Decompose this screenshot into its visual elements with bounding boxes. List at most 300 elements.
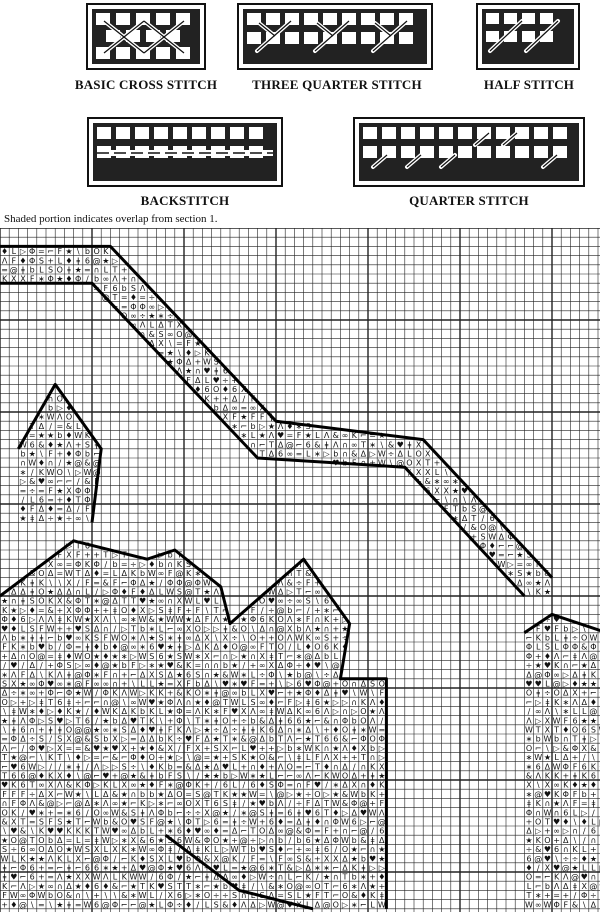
chart-symbol: T — [2, 753, 8, 763]
chart-symbol: ∩ — [277, 872, 284, 882]
chart-symbol: + — [378, 881, 386, 891]
chart-symbol: K — [149, 688, 155, 698]
chart-symbol: ⌐ — [332, 881, 340, 891]
chart-symbol: & — [47, 605, 54, 615]
chart-symbol: Δ — [342, 863, 348, 873]
chart-symbol: ♥ — [304, 808, 312, 818]
chart-symbol: & — [286, 578, 293, 588]
chart-symbol: b — [149, 789, 155, 799]
chart-symbol: K — [38, 826, 45, 836]
chart-symbol: S — [305, 421, 311, 431]
chart-symbol: Δ — [498, 532, 505, 542]
chart-symbol: Φ — [130, 578, 137, 588]
chart-symbol: b — [278, 835, 284, 845]
chart-symbol: Δ — [287, 707, 293, 717]
chart-symbol: ★ — [525, 835, 533, 845]
chart-symbol: ǂ — [251, 725, 255, 735]
chart-symbol: + — [93, 891, 100, 901]
chart-symbol: ÷ — [268, 605, 275, 615]
chart-symbol: K — [333, 642, 339, 652]
chart-symbol: ♦ — [56, 707, 64, 717]
chart-symbol: ★ — [323, 872, 331, 882]
chart-symbol: Λ — [563, 799, 569, 809]
chart-symbol: F — [20, 789, 26, 799]
chart-symbol: Λ — [323, 431, 330, 441]
chart-symbol: Φ — [111, 587, 119, 597]
chart-symbol: ▷ — [571, 624, 579, 634]
chart-symbol: O — [286, 762, 293, 772]
chart-symbol: L — [11, 854, 17, 864]
chart-symbol: ♥ — [461, 486, 469, 496]
chart-symbol: + — [222, 753, 229, 763]
chart-symbol: ★ — [166, 357, 174, 367]
chart-symbol: ∗ — [277, 881, 284, 891]
chart-symbol: \ — [187, 771, 190, 781]
chart-symbol: O — [10, 835, 17, 845]
chart-symbol: S — [480, 532, 486, 542]
chart-symbol: = — [93, 578, 100, 588]
chart-symbol: ∕ — [242, 394, 246, 404]
chart-symbol: O — [93, 808, 100, 818]
chart-symbol: 6 — [581, 762, 587, 772]
chart-symbol: \ — [40, 753, 43, 763]
chart-symbol: F — [85, 679, 90, 689]
chart-symbol: b — [360, 789, 366, 799]
chart-symbol: ÷ — [176, 734, 183, 744]
chart-symbol: ★ — [231, 789, 239, 799]
chart-symbol: ∗ — [120, 651, 128, 661]
chart-symbol: Δ — [259, 624, 265, 634]
chart-symbol: ∗ — [231, 734, 238, 744]
chart-symbol: Λ — [149, 808, 155, 818]
chart-symbol: ÷ — [139, 311, 146, 321]
chart-symbol: ★ — [157, 661, 165, 671]
chart-symbol: \ — [132, 679, 135, 689]
chart-symbol: X — [360, 743, 367, 753]
chart-symbol: + — [47, 256, 54, 266]
chart-symbol: @ — [138, 900, 147, 910]
chart-symbol: @ — [175, 780, 184, 790]
chart-symbol: ǂ — [57, 651, 62, 661]
chart-symbol: ⌐ — [498, 541, 505, 551]
chart-symbol: ★ — [56, 900, 64, 910]
chart-symbol: Δ — [195, 642, 201, 652]
chart-symbol: Φ — [305, 688, 312, 698]
chart-symbol: Λ — [305, 771, 311, 781]
chart-symbol: ▷ — [323, 789, 330, 799]
chart-symbol: ∕ — [21, 808, 25, 818]
chart-symbol: X — [443, 486, 449, 496]
chart-symbol: & — [387, 440, 395, 450]
chart-symbol: W — [147, 569, 156, 579]
chart-symbol: \ — [49, 900, 52, 910]
chart-symbol: ∩ — [93, 265, 100, 275]
chart-symbol: Φ — [1, 615, 8, 625]
chart-symbol: ♦ — [65, 403, 73, 413]
chart-symbol: ∗ — [157, 311, 165, 321]
chart-symbol: W — [295, 633, 303, 643]
chart-symbol: W — [19, 707, 27, 717]
chart-symbol: Λ — [103, 799, 109, 809]
chart-symbol: ★ — [240, 789, 248, 799]
chart-symbol: O — [553, 688, 560, 698]
chart-symbol: ǂ — [67, 670, 71, 680]
chart-symbol: + — [350, 753, 358, 763]
chart-symbol: F — [29, 274, 35, 284]
chart-symbol: L — [75, 835, 81, 845]
chart-symbol: Φ — [84, 670, 91, 680]
chart-symbol: L — [250, 688, 256, 698]
chart-symbol: K — [84, 633, 91, 643]
chart-symbol: K — [1, 881, 8, 891]
chart-symbol: ★ — [313, 835, 321, 845]
chart-symbol: ▷ — [139, 661, 146, 671]
chart-symbol: = — [47, 495, 54, 505]
chart-symbol: 6 — [20, 771, 26, 781]
chart-symbol: ♦ — [350, 743, 358, 753]
chart-symbol: ∗ — [120, 835, 128, 845]
chart-symbol: S — [2, 679, 8, 689]
chart-symbol: ∕ — [592, 808, 595, 818]
chart-symbol: ★ — [304, 891, 312, 901]
chart-symbol: ∗ — [38, 274, 45, 284]
chart-symbol: T — [296, 569, 302, 579]
chart-symbol: X — [149, 670, 155, 680]
chart-symbol: T — [324, 808, 330, 818]
chart-symbol: ♦ — [304, 642, 312, 652]
chart-symbol: X — [112, 845, 118, 855]
chart-symbol: F — [186, 375, 191, 385]
chart-symbol: Λ — [103, 615, 109, 625]
chart-symbol: Δ — [323, 688, 330, 698]
chart-symbol: b — [48, 403, 54, 413]
chart-symbol: S — [84, 845, 90, 855]
chart-symbol: O — [213, 835, 220, 845]
chart-symbol: ▷ — [553, 743, 560, 753]
chart-symbol: \ — [178, 348, 181, 358]
chart-symbol: ♥ — [157, 642, 165, 652]
chart-symbol: \ — [463, 495, 466, 505]
chart-symbol: & — [341, 789, 349, 799]
chart-symbol: ǂ — [563, 633, 568, 643]
chart-symbol: ♥ — [277, 431, 285, 441]
chart-symbol: ★ — [378, 854, 386, 864]
chart-symbol: ∩ — [213, 661, 220, 671]
chart-symbol: + — [47, 808, 54, 818]
chart-symbol: \ — [371, 688, 374, 698]
chart-symbol: ÷ — [249, 835, 257, 845]
chart-symbol: ÷ — [525, 845, 533, 855]
chart-symbol: ∩ — [139, 329, 146, 339]
chart-symbol: 6 — [158, 872, 164, 882]
chart-symbol: @ — [285, 826, 294, 836]
chart-symbol: O — [38, 596, 45, 606]
chart-symbol: + — [341, 753, 349, 763]
chart-symbol: X — [195, 743, 201, 753]
chart-symbol: S — [232, 891, 238, 901]
chart-symbol: Δ — [167, 670, 173, 680]
chart-symbol: S — [94, 633, 100, 643]
chart-symbol: b — [167, 808, 173, 818]
chart-symbol: & — [535, 845, 542, 855]
chart-symbol: O — [277, 642, 284, 652]
chart-symbol: ♦ — [93, 661, 101, 671]
chart-symbol: ♥ — [10, 826, 18, 836]
chart-symbol: ★ — [65, 458, 73, 468]
chart-symbol: ★ — [589, 679, 597, 689]
chart-symbol: & — [562, 743, 569, 753]
chart-symbol: T — [195, 817, 201, 827]
chart-symbol: ∗ — [203, 716, 211, 726]
chart-symbol: Δ — [314, 799, 321, 809]
chart-symbol: ∞ — [148, 302, 156, 312]
chart-symbol: \ — [242, 633, 246, 643]
chart-symbol: ∞ — [231, 872, 238, 882]
chart-symbol: ▷ — [75, 661, 82, 671]
chart-symbol: T — [452, 504, 458, 514]
chart-symbol: X — [415, 458, 422, 468]
chart-symbol: X — [66, 734, 72, 744]
chart-symbol: ★ — [166, 651, 174, 661]
chart-symbol: L — [407, 449, 412, 459]
chart-symbol: ♦ — [378, 697, 386, 707]
chart-symbol: ǂ — [2, 872, 7, 882]
chart-symbol: b — [360, 854, 366, 864]
chart-symbol: @ — [184, 578, 193, 588]
chart-symbol: ⌐ — [120, 900, 128, 910]
chart-symbol: ÷ — [286, 596, 294, 606]
chart-symbol: ♦ — [28, 605, 36, 615]
chart-symbol: Φ — [507, 532, 514, 542]
chart-symbol: = — [203, 753, 211, 763]
chart-symbol: F — [305, 780, 311, 790]
chart-symbol: @ — [193, 753, 202, 763]
chart-symbol: ǂ — [177, 633, 182, 643]
chart-symbol: ★ — [323, 697, 331, 707]
chart-symbol: Φ — [562, 642, 569, 652]
chart-symbol: K — [590, 670, 597, 680]
chart-symbol: F — [554, 624, 559, 634]
chart-symbol: T — [140, 881, 146, 891]
chart-symbol: Δ — [185, 845, 192, 855]
chart-symbol: T — [222, 697, 228, 707]
chart-symbol: = — [498, 550, 505, 560]
chart-symbol: ♦ — [65, 771, 73, 781]
chart-symbol: W — [101, 707, 110, 717]
chart-symbol: Δ — [250, 900, 256, 910]
chart-symbol: ♦ — [580, 854, 588, 864]
chart-symbol: = — [258, 854, 266, 864]
chart-symbol: Δ — [38, 504, 45, 514]
chart-symbol: ∕ — [536, 863, 540, 873]
chart-symbol: O — [194, 624, 201, 634]
chart-symbol: & — [525, 771, 533, 781]
chart-symbol: Φ — [562, 762, 569, 772]
chart-symbol: ∩ — [75, 587, 82, 597]
chart-symbol: + — [102, 605, 110, 615]
chart-symbol: ★ — [37, 431, 45, 441]
chart-symbol: ♦ — [10, 900, 18, 910]
chart-symbol: ∕ — [573, 891, 577, 901]
chart-symbol: \ — [30, 826, 34, 836]
chart-symbol: ∞ — [258, 707, 266, 717]
chart-symbol: b — [333, 449, 339, 459]
chart-symbol: ∕ — [76, 477, 80, 487]
chart-symbol: = — [120, 302, 128, 312]
chart-symbol: ∩ — [332, 716, 339, 726]
chart-symbol: Φ — [139, 302, 146, 312]
chart-symbol: T — [526, 891, 532, 901]
chart-symbol: ▷ — [332, 697, 339, 707]
chart-symbol: = — [286, 780, 294, 790]
chart-symbol: ★ — [157, 697, 165, 707]
chart-symbol: 6 — [84, 716, 90, 726]
chart-symbol: = — [65, 559, 73, 569]
chart-symbol: b — [342, 458, 348, 468]
chart-symbol: ∗ — [314, 449, 321, 459]
chart-symbol: @ — [184, 587, 193, 597]
chart-symbol: ∗ — [332, 780, 340, 790]
chart-symbol: & — [314, 440, 321, 450]
backstitch-label: BACKSTITCH — [140, 193, 230, 208]
chart-symbol: ∩ — [20, 458, 26, 468]
chart-symbol: F — [259, 642, 265, 652]
chart-symbol: b — [121, 661, 127, 671]
chart-symbol: ∕ — [113, 854, 117, 864]
chart-symbol: ∞ — [534, 707, 542, 717]
chart-symbol: ∗ — [130, 891, 137, 901]
chart-symbol: F — [296, 431, 302, 441]
chart-symbol: ♥ — [148, 725, 156, 735]
chart-symbol: ∕ — [325, 780, 328, 790]
chart-symbol: ★ — [56, 274, 64, 284]
chart-symbol: 6 — [11, 771, 17, 781]
chart-symbol: ★ — [28, 449, 36, 459]
chart-symbol: ∞ — [314, 587, 321, 597]
chart-symbol: X — [121, 743, 127, 753]
chart-symbol: T — [167, 320, 173, 330]
chart-symbol: ★ — [212, 753, 220, 763]
chart-symbol: K — [38, 467, 45, 477]
chart-symbol: ♦ — [194, 385, 202, 395]
chart-symbol: ǂ — [582, 734, 587, 744]
chart-symbol: ♦ — [525, 863, 533, 873]
chart-symbol: ∞ — [130, 311, 137, 321]
chart-symbol: X — [158, 339, 164, 349]
chart-symbol: Δ — [268, 826, 275, 836]
chart-symbol: ∕ — [86, 808, 89, 818]
chart-symbol: O — [1, 697, 8, 707]
chart-symbol: ★ — [47, 431, 55, 441]
chart-symbol: ▷ — [29, 881, 36, 891]
chart-symbol: ∕ — [95, 587, 98, 597]
chart-symbol: F — [186, 679, 191, 689]
chart-symbol: Φ — [157, 863, 165, 873]
chart-symbol: ∗ — [19, 467, 27, 477]
chart-symbol: X — [296, 900, 302, 910]
chart-symbol: ∗ — [19, 688, 27, 698]
chart-symbol: L — [11, 247, 17, 257]
chart-symbol: K — [1, 274, 8, 284]
chart-symbol: + — [369, 458, 376, 468]
chart-symbol: b — [140, 624, 146, 634]
chart-symbol: ∗ — [130, 633, 137, 643]
chart-symbol: ǂ — [582, 670, 587, 680]
chart-symbol: ǂ — [232, 799, 237, 809]
chart-symbol: ÷ — [10, 688, 18, 698]
chart-symbol: \ — [58, 578, 62, 588]
chart-symbol: O — [38, 845, 45, 855]
chart-symbol: ∩ — [56, 881, 63, 891]
chart-symbol: ♥ — [139, 863, 147, 873]
chart-symbol: ÷ — [240, 716, 248, 726]
chart-symbol: + — [295, 845, 303, 855]
chart-symbol: T — [213, 789, 219, 799]
chart-symbol: ⌐ — [93, 771, 100, 781]
chart-symbol: W — [368, 808, 377, 818]
chart-symbol: S — [259, 891, 265, 901]
chart-symbol: + — [544, 891, 551, 901]
chart-symbol: ▷ — [148, 605, 155, 615]
chart-symbol: O — [176, 789, 183, 799]
chart-symbol: 6 — [581, 725, 587, 735]
chart-symbol: F — [11, 799, 17, 809]
chart-symbol: @ — [239, 835, 248, 845]
chart-symbol: \ — [270, 789, 273, 799]
chart-symbol: \ — [352, 688, 356, 698]
chart-symbol: ∞ — [314, 633, 321, 643]
chart-symbol: ♦ — [37, 707, 45, 717]
chart-symbol: ∕ — [481, 513, 485, 523]
chart-symbol: @ — [74, 679, 83, 689]
chart-symbol: = — [56, 421, 64, 431]
chart-symbol: Λ — [535, 771, 541, 781]
chart-symbol: ♦ — [10, 615, 18, 625]
chart-symbol: ⌐ — [130, 900, 137, 910]
chart-symbol: ⌐ — [10, 881, 18, 891]
chart-symbol: ♥ — [249, 743, 257, 753]
chart-symbol: Φ — [194, 578, 201, 588]
chart-symbol: ♥ — [231, 707, 239, 717]
chart-symbol: ⌐ — [240, 826, 248, 836]
chart-symbol: X — [544, 780, 551, 790]
chart-symbol: ∗ — [231, 679, 238, 689]
chart-symbol: K — [323, 771, 330, 781]
chart-symbol: K — [535, 633, 541, 643]
chart-symbol: ∞ — [350, 440, 358, 450]
chart-symbol: ǂ — [67, 265, 71, 275]
chart-symbol: ★ — [221, 808, 229, 818]
chart-symbol: 6 — [84, 256, 90, 266]
chart-symbol: ǂ — [57, 615, 62, 625]
chart-symbol: ∕ — [178, 872, 181, 882]
chart-symbol: X — [415, 467, 422, 477]
chart-symbol: ⌐ — [93, 449, 100, 459]
chart-symbol: ♦ — [47, 504, 55, 514]
chart-symbol: ÷ — [10, 845, 18, 855]
chart-symbol: ∩ — [360, 780, 367, 790]
chart-symbol: Φ — [102, 688, 109, 698]
chart-symbol: Δ — [66, 504, 72, 514]
chart-symbol: ★ — [148, 311, 156, 321]
chart-symbol: ∗ — [350, 881, 358, 891]
chart-symbol: = — [534, 872, 542, 882]
chart-symbol: @ — [276, 605, 285, 615]
chart-symbol: S — [48, 716, 54, 726]
chart-symbol: F — [315, 753, 320, 763]
chart-symbol: ▷ — [369, 449, 376, 459]
chart-symbol: ★ — [221, 835, 229, 845]
